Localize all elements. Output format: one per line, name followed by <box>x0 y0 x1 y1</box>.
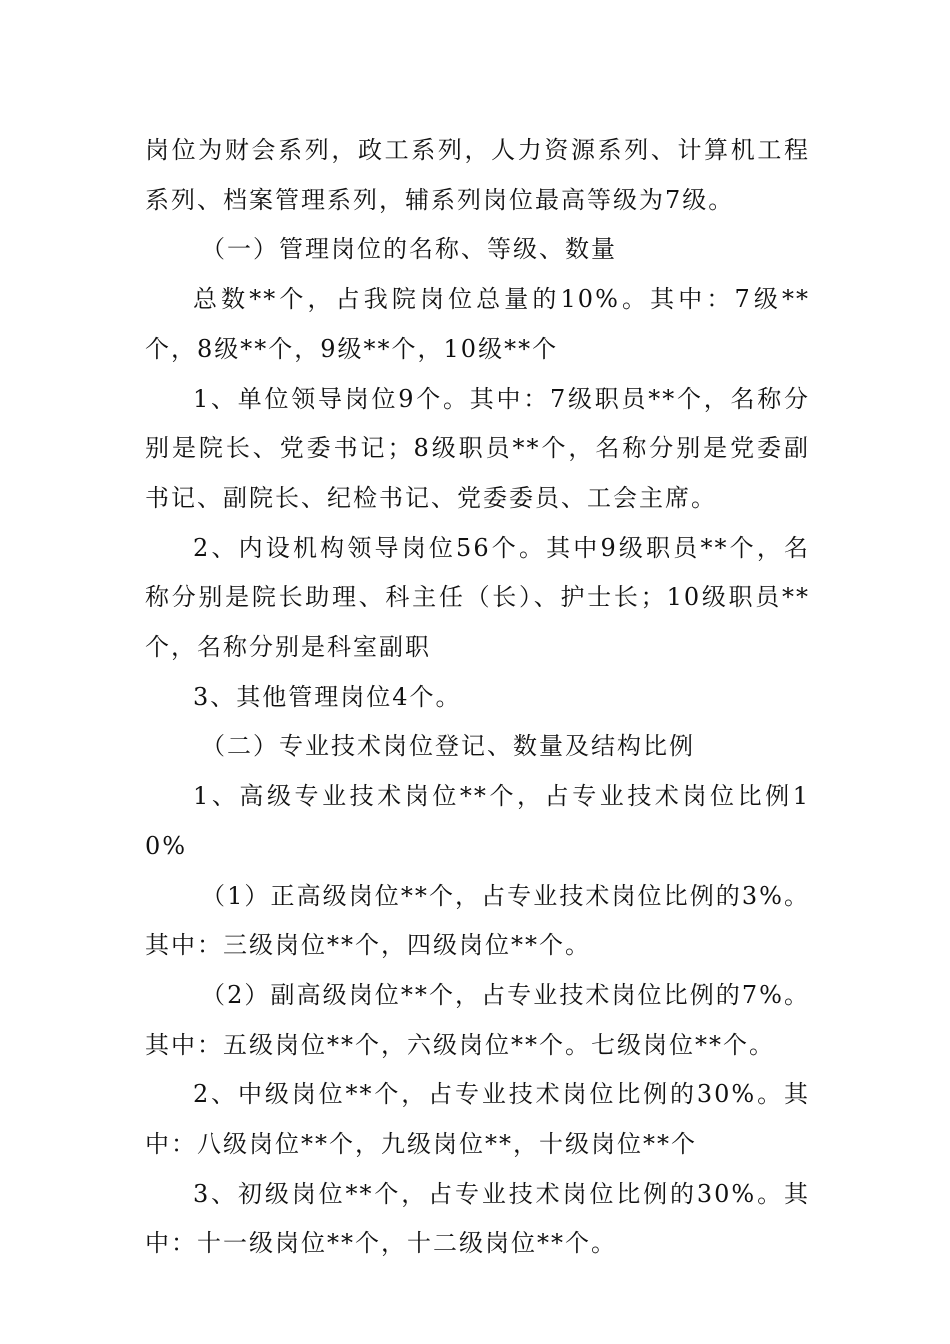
paragraph-series-list: 岗位为财会系列，政工系列，人力资源系列、计算机工程系列、档案管理系列，辅系列岗位最高等级为7级。 <box>145 136 810 214</box>
paragraph-senior-technical: 1、高级专业技术岗位**个，占专业技术岗位比例10% <box>145 782 810 860</box>
paragraph-junior: 3、初级岗位**个，占专业技术岗位比例的30%。其中：十一级岗位**个，十二级岗位**个。 <box>145 1179 810 1258</box>
document-body <box>145 126 810 1269</box>
paragraph-associate-senior: （2）副高级岗位**个，占专业技术岗位比例的7%。其中：五级岗位**个，六级岗位**个。七级岗位**个。 <box>145 980 810 1059</box>
paragraph-other-management: 3、其他管理岗位4个。 <box>193 682 462 711</box>
paragraph-management-total: 总数**个，占我院岗位总量的10%。其中：7级**个，8级**个，9级**个，10级**个 <box>145 285 810 363</box>
section-heading-technical-posts: （二）专业技术岗位登记、数量及结构比例 <box>201 732 695 761</box>
section-heading-management-posts: （一）管理岗位的名称、等级、数量 <box>201 235 617 264</box>
paragraph-intermediate: 2、中级岗位**个，占专业技术岗位比例的30%。其中：八级岗位**个，九级岗位**，十级岗位**个 <box>145 1080 810 1159</box>
paragraph-internal-leadership: 2、内设机构领导岗位56个。其中9级职员**个，名称分别是院长助理、科主任（长）、护士长；10级职员**个，名称分别是科室副职 <box>145 533 810 662</box>
paragraph-unit-leadership: 1、单位领导岗位9个。其中：7级职员**个，名称分别是院长、党委书记；8级职员**个，名称分别是党委副书记、副院长、纪检书记、党委委员、工会主席。 <box>145 384 810 512</box>
paragraph-full-senior: （1）正高级岗位**个，占专业技术岗位比例的3%。其中：三级岗位**个，四级岗位**个。 <box>145 881 810 960</box>
